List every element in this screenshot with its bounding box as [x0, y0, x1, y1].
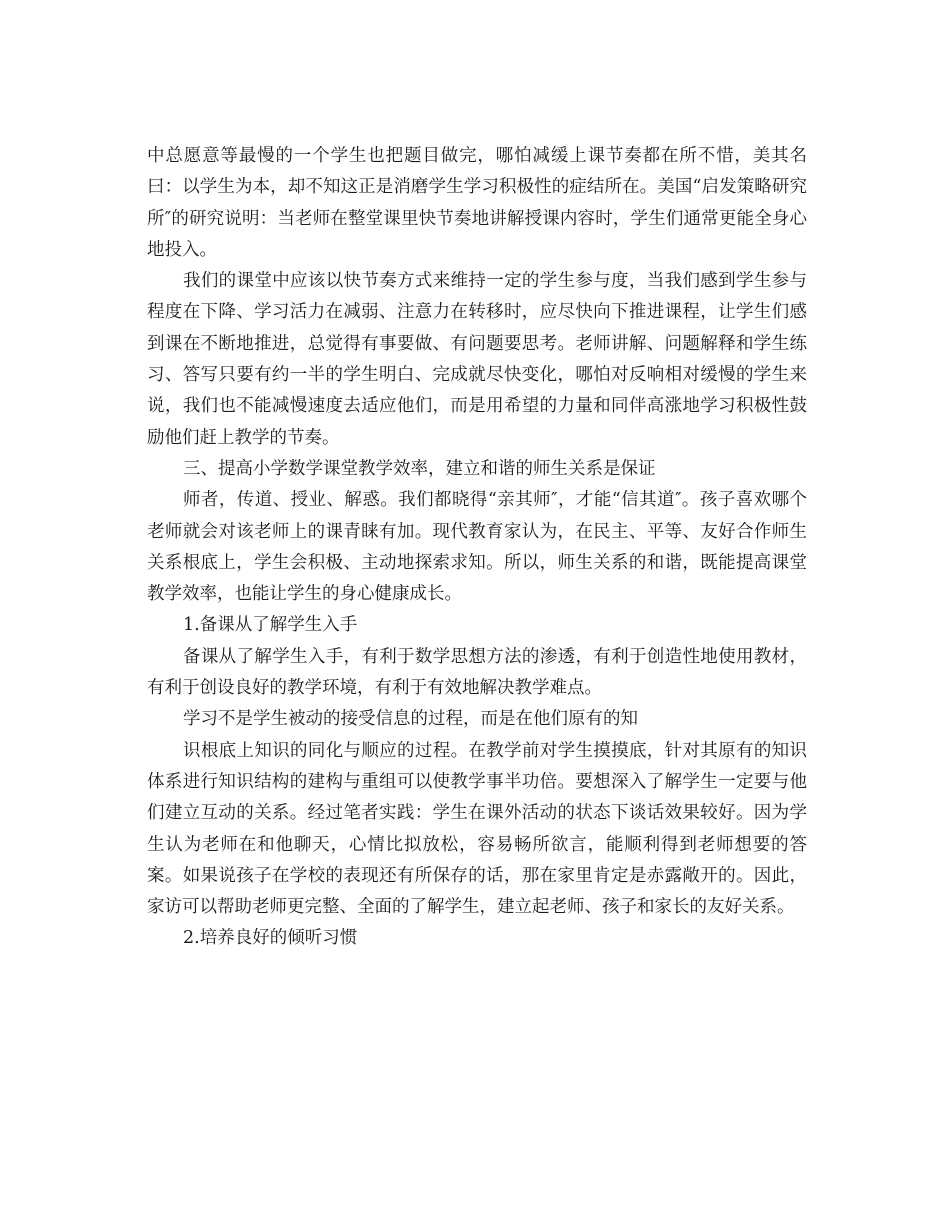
paragraph-4: 师者，传道、授业、解惑。我们都晓得“亲其师″，才能“信其道″。孩子喜欢哪个老师就会对该老师上的课青睐有加。现代教育家认为，在民主、平等、友好合作师生关系根底上，学生会积极、主动地探索求知。所以，师生关系的和谐，既能提高课堂教学效率，也能让学生的身心健康成长。	[147, 490, 807, 605]
document-body	[147, 141, 807, 955]
paragraph-8: 识根底上知识的同化与顺应的过程。在教学前对学生摸摸底，针对其原有的知识体系进行知识结构的建构与重组可以使教学事半功倍。要想深入了解学生一定要与他们建立互动的关系。经过笔者实践：学生在课外活动的状态下谈话效果较好。因为学生认为老师在和他聊天，心情比拟放松，容易畅所欲言，能顺利得到老师想要的答案。如果说孩子在学校的表现还有所保存的话，那在家里肯定是赤露敞开的。因此，家访可以帮助老师更完整、全面的了解学生，建立起老师、孩子和家长的友好关系。	[147, 740, 807, 918]
subheading-listening-habits: 2.培养良好的倾听习惯	[183, 928, 358, 949]
subheading-prepare-lessons: 1.备课从了解学生入手	[183, 615, 358, 636]
paragraph-1: 中总愿意等最慢的一个学生也把题目做完，哪怕减缓上课节奏都在所不惜，美其名曰：以学生为本，却不知这正是消磨学生学习积极性的症结所在。美国“启发策略研究所″的研究说明：当老师在整堂课里快节奏地讲解授课内容时，学生们通常更能全身心地投入。	[147, 146, 807, 260]
section-heading-3: 三、提高小学数学课堂教学效率，建立和谐的师生关系是保证	[183, 458, 656, 479]
paragraph-7: 学习不是学生被动的接受信息的过程，而是在他们原有的知	[183, 709, 638, 730]
paragraph-6: 备课从了解学生入手，有利于数学思想方法的渗透，有利于创造性地使用教材，有利于创设良好的教学环境，有利于有效地解决教学难点。	[147, 646, 807, 699]
paragraph-2: 我们的课堂中应该以快节奏方式来维持一定的学生参与度，当我们感到学生参与程度在下降、学习活力在减弱、注意力在转移时，应尽快向下推进课程，让学生们感到课在不断地推进，总觉得有事要做、有问题要思考。老师讲解、问题解释和学生练习、答写只要有约一半的学生明白、完成就尽快变化，哪怕对反响相对缓慢的学生来说，我们也不能减慢速度去适应他们，而是用希望的力量和同伴高涨地学习积极性鼓励他们赶上教学的节奏。	[147, 271, 807, 448]
